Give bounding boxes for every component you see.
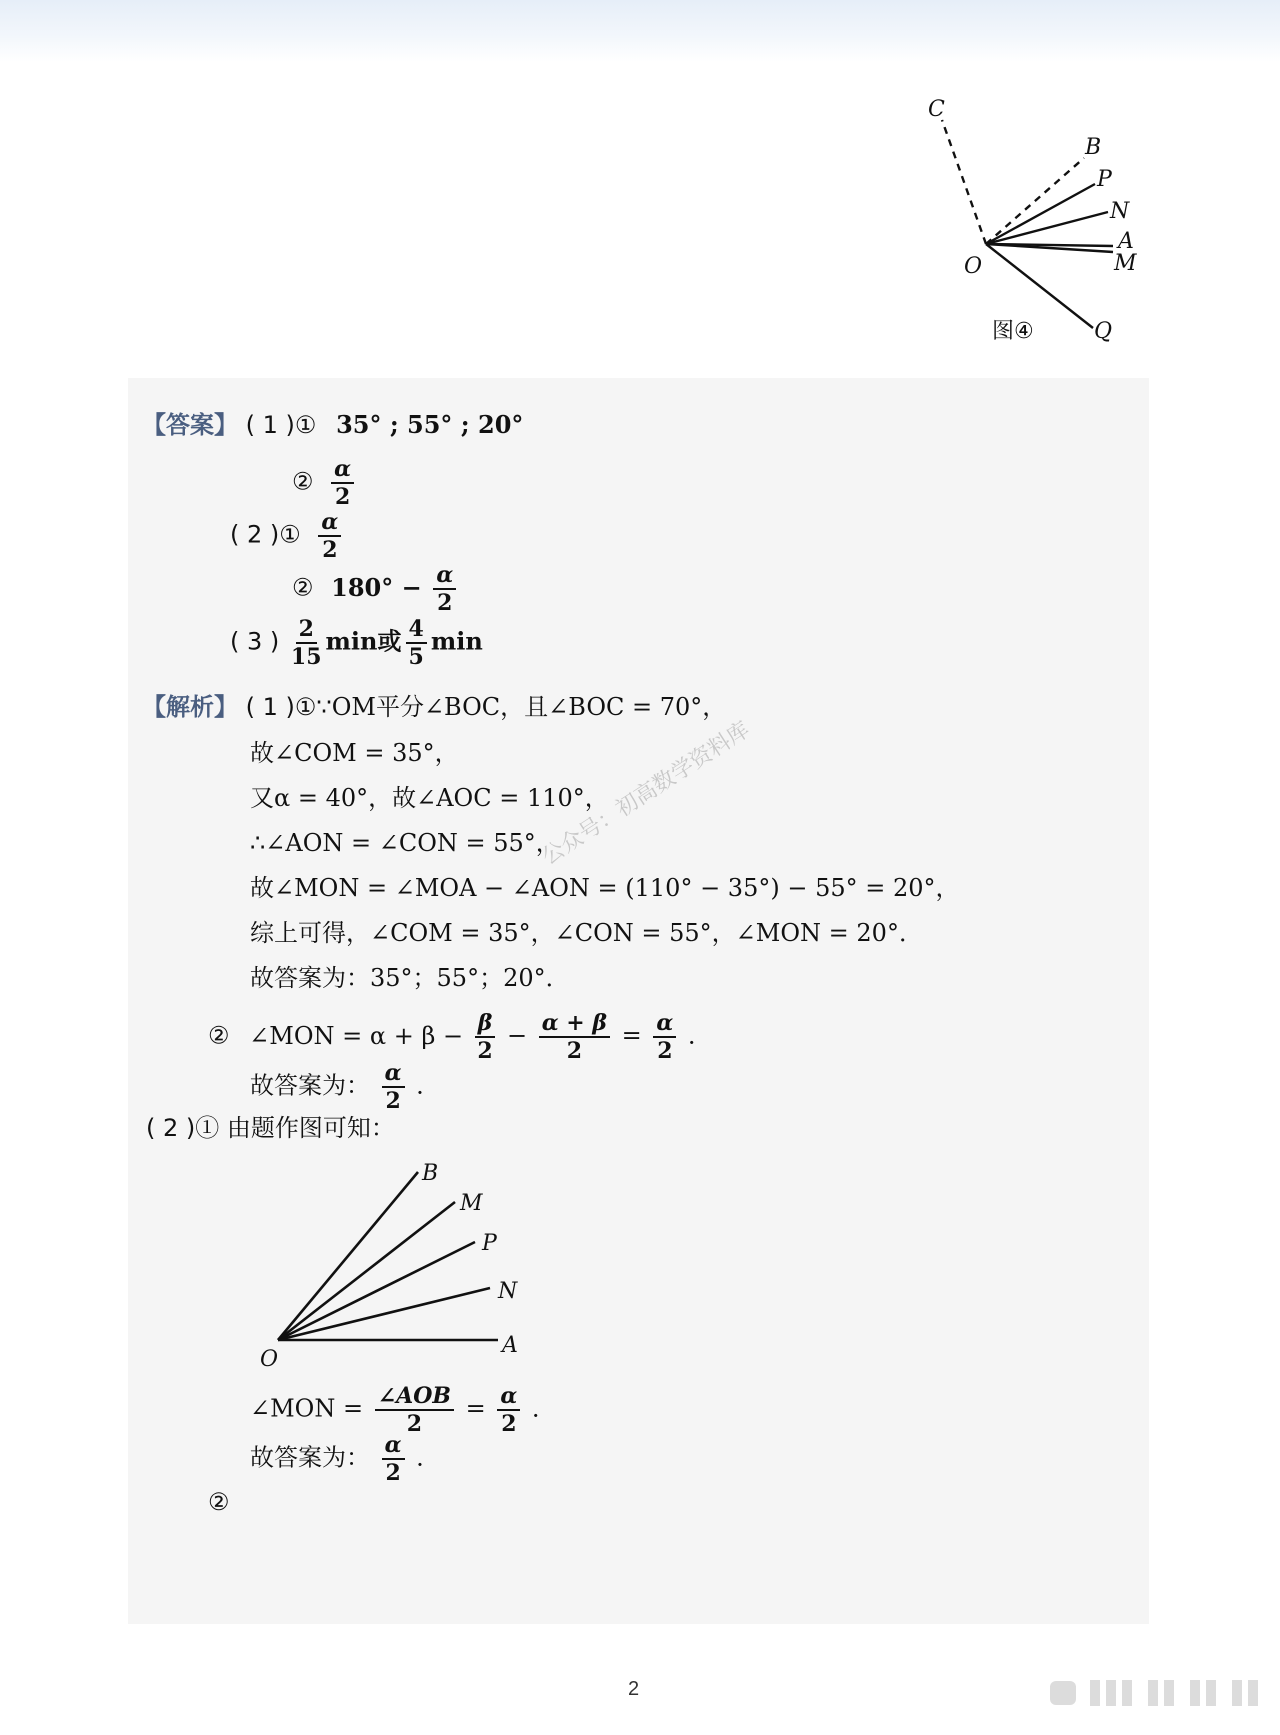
label-O: O <box>964 254 983 279</box>
label-B: B <box>1085 135 1102 160</box>
ray-OB <box>278 1172 418 1340</box>
analysis-line-7: 故答案为：35°；55°；20°． <box>250 964 570 992</box>
answer-line-2: ② $\frac{\alpha}{2}$ <box>292 456 358 510</box>
analysis-line-3: 又α = 40°，故∠AOC = 110°， <box>250 784 609 812</box>
analysis-line-1: 【解析】 ( 1 )①∵OM平分∠BOC，且∠BOC = 70°， <box>142 693 727 721</box>
analysis-tag: 【解析】 <box>142 693 238 721</box>
analysis-line-answer2: 故答案为： $\frac{\alpha}{2}$ ． <box>250 1432 441 1486</box>
label-P: P <box>1097 167 1112 192</box>
label-M: M <box>460 1191 483 1216</box>
answer-tag: 【答案】 <box>142 411 238 439</box>
label-N: N <box>498 1279 518 1304</box>
watermark: 公众号：初高数学资料库 <box>537 717 755 871</box>
analysis-part2-heading: ( 2 )① 由题作图可知： <box>146 1114 395 1142</box>
label-A: A <box>502 1333 518 1358</box>
ray-OQ <box>986 244 1093 328</box>
label-N: N <box>1110 199 1130 224</box>
ray-ON <box>986 212 1108 244</box>
label-C: C <box>928 97 945 122</box>
analysis-line-2: 故∠COM = 35°， <box>250 739 459 767</box>
label-B: B <box>422 1161 439 1186</box>
figure-part2-diagram <box>250 1160 540 1380</box>
label-A: A <box>1118 229 1134 254</box>
analysis-line-c2: ② <box>208 1488 230 1516</box>
label-M: M <box>1114 251 1137 276</box>
answer-line-3: ( 2 )① $\frac{\alpha}{2}$ <box>230 509 345 563</box>
label-P: P <box>482 1231 497 1256</box>
answer-line-5: ( 3 ) $\frac{2}{15}$ min或 $\frac{4}{5}$ min <box>230 616 483 670</box>
header-band <box>0 0 1280 62</box>
figure-caption: 图④ <box>992 319 1034 344</box>
answer-line-4: ② 180° − $\frac{\alpha}{2}$ <box>292 562 460 616</box>
page-number: 2 <box>628 1678 640 1700</box>
figure-4-diagram <box>900 92 1160 362</box>
ray-OP <box>986 184 1095 244</box>
ray-OC <box>942 120 986 244</box>
analysis-line-9: 故答案为： $\frac{\alpha}{2}$ ． <box>250 1060 441 1114</box>
analysis-line-8: ② ∠MON = α + β − $\frac{\beta}{2}$ − $\frac{\alpha + \beta}{2}$ = $\frac{\alpha}{2}$ ． <box>208 1010 712 1064</box>
app-logo-badge <box>1050 1678 1260 1708</box>
analysis-line-mon: ∠MON = $\frac{\text{∠AOB}}{2}$ = $\frac{\alpha}{2}$ ． <box>250 1383 556 1437</box>
analysis-line-4: ∴∠AON = ∠CON = 55°， <box>250 829 560 857</box>
label-O: O <box>260 1347 279 1372</box>
answer-line-1: 【答案】 ( 1 )① 35° ; 55° ; 20° <box>142 410 524 439</box>
ray-OP <box>278 1242 475 1340</box>
analysis-line-5: 故∠MON = ∠MOA − ∠AON = (110° − 35°) − 55° = 20°， <box>250 874 960 902</box>
analysis-line-6: 综上可得，∠COM = 35°，∠CON = 55°，∠MON = 20°． <box>250 919 923 947</box>
label-Q: Q <box>1094 319 1113 344</box>
